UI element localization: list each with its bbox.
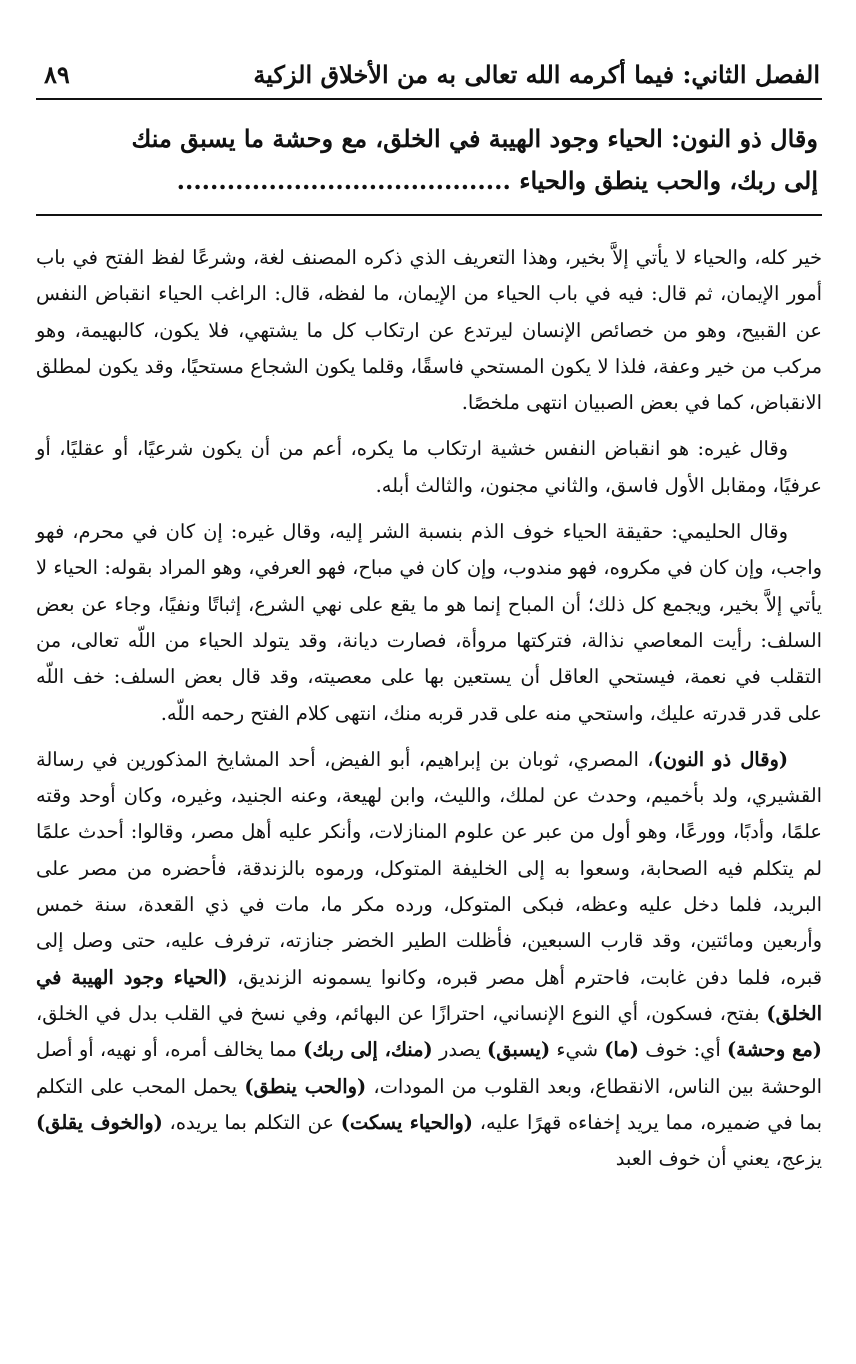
- quoted-phrase: (والخوف يقلق): [36, 1110, 163, 1134]
- commentary-text: يزعج، يعني أن خوف العبد: [615, 1147, 822, 1171]
- commentary-text: ، المصري، ثوبان بن إبراهيم، أبو الفيض، أحد المشايخ المذكورين في رسالة القشيري، ولد بأخميم، وحدث عن لملك، والليث، وابن لهيعة، وعنه الجنيد، وغيره، وكان أوحد وقته علمًا، وأدبًا، وورعًا، وهو أول من عبر عن علوم المنازلات، وأنكر عليه أهل مصر، وقالوا: أحدث علمًا لم يتكلم فيه الصحابة، وسعوا به إلى الخليفة المتوكل، ورموه بالزندقة، فأحضره من مصر على البريد، فلما دخل عليه وعظه، فبكى المتوكل، ورده مكر ما، مات في ذي القعدة، سنة خمس وأربعين ومائتين، وقد قارب السبعين، فأظلت الطير الخضر جنازته، ترفرف عليه، حتى وصل إلى قبره، فلما دفن غابت، فاحترم أهل مصر قبره، وكانوا يسمونه الزنديق،: [36, 747, 822, 989]
- main-text-line: [40, 160, 818, 202]
- quoted-phrase: (منك، إلى ربك): [303, 1038, 433, 1062]
- commentary-text: يصدر: [432, 1038, 488, 1062]
- commentary-text: بفتح، فسكون، أي النوع الإنساني، احترازًا عن البهائم، وفي نسخ في القلب بدل في الخلق،: [36, 1001, 767, 1025]
- commentary-text: عن التكلم بما يريده،: [162, 1110, 341, 1134]
- commentary-paragraph: وقال الحليمي: حقيقة الحياء خوف الذم بنسبة الشر إليه، وقال غيره: إن كان في محرم، فهو واجب، وإن كان في مكروه، فهو مندوب، وإن كان في مباح، فهو العرفي، وهو المراد بقوله: الحياء لا يأتي إلاَّ بخير، ويجمع كل ذلك؛ أن المباح إنما هو ما يقع على نهي الشرع، إثباتًا ونفيًا، وجاء عن بعض السلف: رأيت المعاصي نذالة، فتركتها مروأة، فصارت ديانة، وقد يتولد الحياء من اللّه تعالى، من التقلب في نعمة، فيستحي العاقل أن يستعين بها على معصيته، وقد قال بعض السلف: خف اللّه على قدر قدرته عليك، واستحي منه على قدر قربه منك، انتهى كلام الفتح رحمه اللّه.: [36, 520, 822, 725]
- commentary-text: شيء: [550, 1038, 605, 1062]
- commentary: [36, 216, 822, 1177]
- commentary-text: مما يخالف أمره، أو نهيه، أو أصل الوحشة بين الناس، الانقطاع، وبعد القلوب من المودات،: [36, 1038, 822, 1098]
- running-header: [36, 58, 822, 100]
- page-number: ٨٩: [44, 60, 70, 89]
- continuation-dots: ........................................: [176, 166, 511, 195]
- main-text-fragment: إلى ربك، والحب ينطق والحياء: [519, 166, 818, 195]
- main-text-line: وقال ذو النون: الحياء وجود الهيبة في الخلق، مع وحشة ما يسبق منك: [131, 124, 818, 153]
- commentary-text: يحمل المحب على التكلم بما في ضميره، مما يريد إخفاءه قهرًا عليه،: [36, 1074, 822, 1134]
- commentary-paragraph: وقال غيره: هو انقباض النفس خشية ارتكاب ما يكره، أعم من أن يكون شرعيًا، أو عقليًا، أو عرفيًا، ومقابل الأول فاسق، والثاني مجنون، والثالث أبله.: [36, 437, 822, 497]
- quoted-phrase: (الحياء وجود الهيبة في الخلق): [36, 965, 822, 1025]
- quoted-phrase: (يسبق): [487, 1038, 551, 1062]
- main-text-box: [36, 100, 822, 216]
- commentary-paragraph: خير كله، والحياء لا يأتي إلاَّ بخير، وهذا التعريف الذي ذكره المصنف لغة، وشرعًا لفظ الفتح في باب أمور الإيمان، ثم قال: فيه في باب الحياء من الإيمان، ما لفظه، قال: الراغب الحياء انقباض النفس عن القبيح، وهو من خصائص الإنسان ليرتدع عن ارتكاب كل ما يشتهي، فلا يكون، كالبهيمة، وهو مركب من خير وعفة، فلذا لا يكون المستحي فاسقًا، وقلما يكون الشجاع مستحيًا، وقد يكون لمطلق الانقباض، كما في بعض الصبيان انتهى ملخصًا.: [36, 246, 822, 415]
- chapter-title: الفصل الثاني: فيما أكرمه الله تعالى به من الأخلاق الزكية: [253, 60, 820, 89]
- quoted-phrase: (وقال ذو النون): [653, 747, 788, 771]
- commentary-paragraph: [36, 742, 822, 1178]
- quoted-phrase: (ما): [604, 1038, 639, 1062]
- quoted-phrase: (والحب ينطق): [244, 1074, 367, 1098]
- quoted-phrase: (مع وحشة): [727, 1038, 822, 1062]
- commentary-text: أي: خوف: [638, 1038, 727, 1062]
- quoted-phrase: (والحياء يسكت): [340, 1110, 473, 1134]
